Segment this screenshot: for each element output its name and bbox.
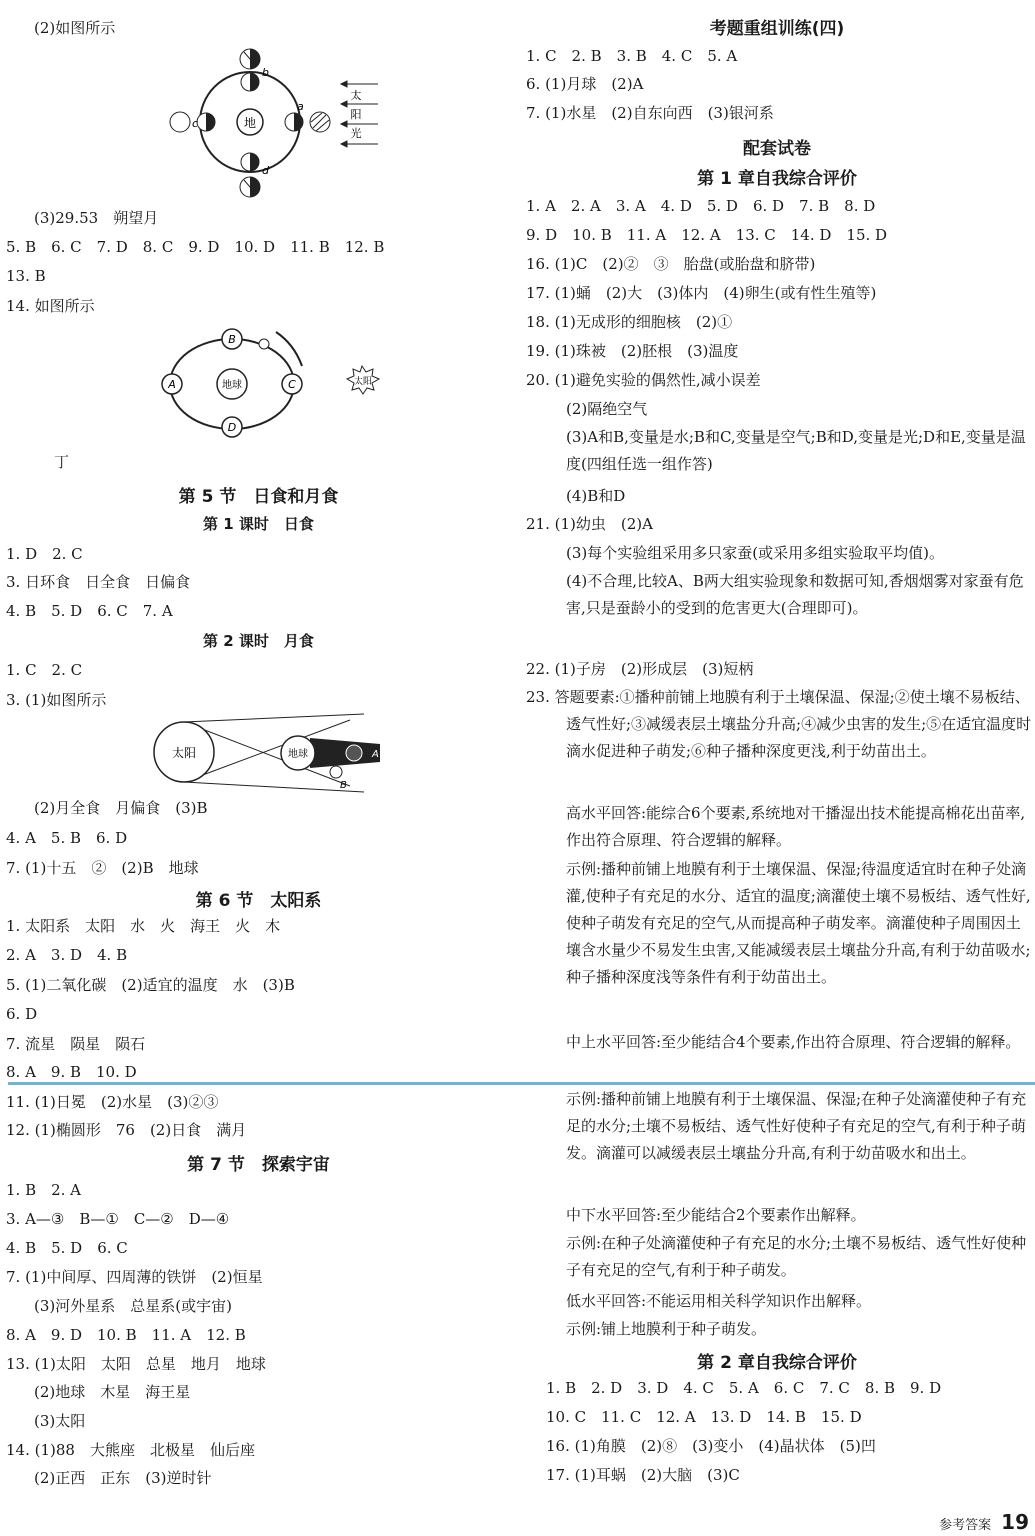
small-moon — [259, 339, 269, 349]
left-answer-line: (3)河外星系 总星系(或宇宙) — [34, 1297, 232, 1315]
left-answer-line: 1. B 2. A — [6, 1181, 82, 1199]
right-answer-line: 16. (1)C (2)② ③ 胎盘(或胎盘和脐带) — [526, 255, 816, 273]
right-answer-line: 20. (1)避免实验的偶然性,减小误差 — [526, 371, 761, 389]
label-C: C — [288, 378, 296, 391]
moon-left-empty — [170, 112, 190, 132]
right-answer-paragraph: 中下水平回答:至少能结合2个要素作出解释。 — [566, 1206, 866, 1224]
moon-orbit-diagram — [154, 322, 404, 450]
right-answer-paragraph: 中上水平回答:至少能结合4个要素,作出符合原理、符合逻辑的解释。 — [566, 1033, 1021, 1051]
motion-arc — [276, 332, 302, 366]
right-answer-line: 17. (1)蛹 (2)大 (3)体内 (4)卵生(或有性生殖等) — [526, 284, 877, 302]
right-answer-paragraph: 示例:播种前铺上地膜有利于土壤保温、保湿;在种子处滴灌使种子有充足的水分;土壤不易板结、透气性好使种子有充足的空气,有利于种子萌发。滴灌可以减缓表层土壤盐分升高,有利于幼苗吸水和出土。 — [566, 1090, 1027, 1162]
earth-label: 地 — [243, 116, 257, 130]
left-answer-line: 4. A 5. B 6. D — [6, 829, 128, 847]
moon-b — [241, 73, 259, 91]
right-answer-line: 18. (1)无成形的细胞核 (2)① — [526, 313, 733, 331]
moon-right-hatched — [310, 112, 330, 132]
right-answer-paragraph: 示例:在种子处滴灌使种子有充足的水分;土壤不易板结、透气性好使种子有充足的空气,有利于种子萌发。 — [566, 1234, 1027, 1279]
left-answer-line: 6. D — [6, 1005, 38, 1023]
right-answer-line: 16. (1)角膜 (2)⑧ (3)变小 (4)晶状体 (5)凹 — [546, 1437, 876, 1455]
left-heading: 第 6 节 太阳系 — [195, 891, 322, 911]
left-answer-line: 7. (1)中间厚、四周薄的铁饼 (2)恒星 — [6, 1268, 263, 1286]
right-answer-line: 1. A 2. A 3. A 4. D 5. D 6. D 7. B 8. D — [526, 197, 876, 215]
moon-phase-diagram — [156, 42, 386, 202]
label-b: b — [262, 66, 269, 79]
label-c: c — [192, 117, 199, 130]
left-heading: 第 2 课时 月食 — [203, 632, 314, 650]
left-answer-line: 12. (1)椭圆形 76 (2)日食 满月 — [6, 1121, 247, 1139]
moon-top — [240, 49, 260, 69]
left-answer-line: 8. A 9. D 10. B 11. A 12. B — [6, 1326, 246, 1344]
right-answer-paragraph: 示例:铺上地膜利于种子萌发。 — [566, 1320, 767, 1338]
left-answer-line: 3. A—③ B—① C—② D—④ — [6, 1210, 230, 1228]
left-answer-line: 3. (1)如图所示 — [6, 691, 107, 709]
right-answer-line: 22. (1)子房 (2)形成层 (3)短柄 — [526, 660, 754, 678]
left-answer-line: 14. 如图所示 — [6, 297, 95, 315]
moon-a — [285, 113, 303, 131]
right-answer-line: 19. (1)珠被 (2)胚根 (3)温度 — [526, 342, 739, 360]
left-answer-line: 丁 — [54, 453, 70, 471]
right-answer-paragraph: 23. 答题要素:①播种前铺上地膜有利于土壤保温、保湿;②使土壤不易板结、透气性好;③减缓表层土壤盐分升高;④减少虫害的发生;⑤在适宜温度时滴水促进种子萌发;⑥种子播种深度更浅,利于幼苗出土。 — [526, 688, 1032, 760]
right-answer-paragraph: (3)A和B,变量是水;B和C,变量是空气;B和D,变量是光;D和E,变量是温度(四组任选一组作答) — [566, 428, 1026, 473]
sun-label: 太阳 — [353, 377, 373, 387]
left-answer-line: 1. D 2. C — [6, 545, 83, 563]
sunlight-label-1: 太 — [350, 89, 362, 102]
right-answer-line: 9. D 10. B 11. A 12. A 13. C 14. D 15. D — [526, 226, 888, 244]
label-B: B — [228, 333, 236, 346]
moon-B — [330, 766, 342, 778]
right-answer-line: 6. (1)月球 (2)A — [526, 75, 644, 93]
right-answer-paragraph: (4)不合理,比较A、B两大组实验现象和数据可知,香烟烟雾对家蚕有危害,只是蚕龄小的受到的危害更大(合理即可)。 — [566, 572, 1024, 617]
label-D: D — [227, 421, 237, 434]
right-answer-paragraph: 示例:播种前铺上地膜有利于土壤保温、保湿;待温度适宜时在种子处滴灌,使种子有充足的水分、适宜的温度;滴灌使土壤不易板结、透气性好,使种子萌发有充足的空气,从而提高种子萌发率。滴灌使种子周围因土壤含水量少不易发生虫害,又能减缓表层土壤盐分升高,有利于幼苗吸水;种子播种深度浅等条件有利于幼苗出土。 — [566, 860, 1031, 986]
moon-d — [241, 153, 259, 171]
right-answer-line: 21. (1)幼虫 (2)A — [526, 515, 653, 533]
page-number: 19 — [1001, 1510, 1029, 1534]
left-answer-line: 13. B — [6, 267, 46, 285]
left-answer-line: (2)正西 正东 (3)逆时针 — [34, 1469, 212, 1487]
left-answer-line: (2)地球 木星 海王星 — [34, 1383, 191, 1401]
right-heading: 配套试卷 — [743, 139, 811, 159]
left-answer-line: (2)月全食 月偏食 (3)B — [34, 799, 208, 817]
left-heading: 第 1 课时 日食 — [203, 515, 314, 533]
right-answer-line: (2)隔绝空气 — [566, 400, 648, 418]
label-B: B — [340, 780, 347, 791]
footer-label: 参考答案 — [939, 1518, 992, 1533]
left-answer-line: 7. (1)十五 ② (2)B 地球 — [6, 859, 199, 877]
right-answer-line: (4)B和D — [566, 487, 626, 505]
left-answer-line: 11. (1)日冕 (2)水星 (3)②③ — [6, 1093, 219, 1111]
left-answer-line: 5. B 6. C 7. D 8. C 9. D 10. D 11. B 12. B — [6, 238, 385, 256]
sunlight-label-3: 光 — [350, 127, 362, 140]
left-answer-line: 13. (1)太阳 太阳 总星 地月 地球 — [6, 1355, 266, 1373]
earth-label: 地球 — [288, 749, 308, 760]
right-answer-line: 10. C 11. C 12. A 13. D 14. B 15. D — [546, 1408, 862, 1426]
earth-label: 地球 — [222, 380, 242, 391]
left-answer-line: 7. 流星 陨星 陨石 — [6, 1035, 146, 1053]
right-answer-line: 1. C 2. B 3. B 4. C 5. A — [526, 47, 738, 65]
sunlight-label-2: 阳 — [350, 108, 362, 121]
right-answer-line: 1. B 2. D 3. D 4. C 5. A 6. C 7. C 8. B 9. D — [546, 1379, 942, 1397]
label-a: a — [297, 100, 304, 113]
left-heading: 第 5 节 日食和月食 — [178, 487, 339, 507]
right-answer-line: 17. (1)耳蜗 (2)大脑 (3)C — [546, 1466, 740, 1484]
left-answer-line: (3)太阳 — [34, 1412, 86, 1430]
left-answer-line: 8. A 9. B 10. D — [6, 1063, 137, 1081]
page-footer — [939, 1510, 1029, 1534]
left-answer-line: 4. B 5. D 6. C — [6, 1239, 128, 1257]
left-answer-line: 14. (1)88 大熊座 北极星 仙后座 — [6, 1441, 255, 1459]
left-answer-line: 2. A 3. D 4. B — [6, 946, 128, 964]
right-answer-line: 7. (1)水星 (2)自东向西 (3)银河系 — [526, 104, 774, 122]
right-heading: 第 2 章自我综合评价 — [697, 1353, 857, 1373]
moon-c — [197, 113, 215, 131]
sun-label: 太阳 — [171, 746, 197, 760]
left-answer-line: 1. C 2. C — [6, 661, 83, 679]
right-heading: 第 1 章自我综合评价 — [697, 169, 857, 189]
right-answer-line: (3)每个实验组采用多只家蚕(或采用多组实验取平均值)。 — [566, 544, 944, 562]
left-answer-line: (3)29.53 朔望月 — [34, 209, 159, 227]
umbra — [310, 738, 380, 768]
left-answer-line: 1. 太阳系 太阳 水 火 海王 火 木 — [6, 917, 281, 935]
right-answer-paragraph: 高水平回答:能综合6个要素,系统地对干播湿出技术能提高棉花出苗率,作出符合原理、符合逻辑的解释。 — [566, 804, 1026, 849]
left-answer-line: 5. (1)二氧化碳 (2)适宜的温度 水 (3)B — [6, 976, 295, 994]
label-A: A — [372, 749, 379, 760]
moon-bottom — [240, 177, 260, 197]
label-A: A — [168, 378, 176, 391]
label-d: d — [262, 164, 269, 177]
right-heading: 考题重组训练(四) — [709, 19, 845, 39]
lunar-eclipse-diagram — [150, 712, 390, 794]
left-heading: 第 7 节 探索宇宙 — [187, 1155, 330, 1175]
left-answer-line: 4. B 5. D 6. C 7. A — [6, 602, 173, 620]
right-answer-paragraph: 低水平回答:不能运用相关科学知识作出解释。 — [566, 1292, 872, 1310]
left-answer-line: 3. 日环食 日全食 日偏食 — [6, 573, 191, 591]
divider-line — [8, 1082, 1035, 1085]
left-answer-line: (2)如图所示 — [34, 19, 116, 37]
moon-A — [346, 745, 362, 761]
